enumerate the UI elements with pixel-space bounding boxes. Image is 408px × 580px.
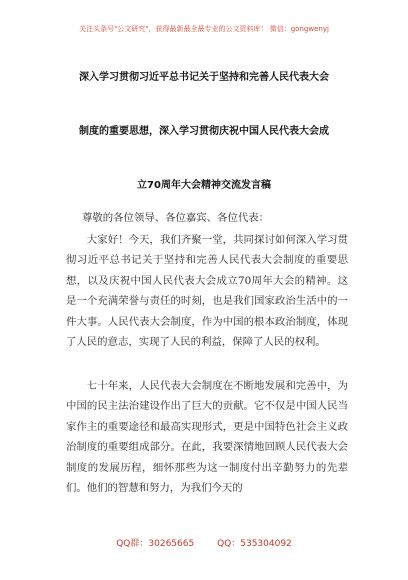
body-paragraph-1: [66, 230, 348, 352]
paragraph-text: 大家好！今天，我们齐聚一堂，共同探讨如何深入学习贯彻习近平总书记关于坚持和完善人民代表大会制度的重要思想，以及庆祝中国人民代表大会成立70周年大会的精神。这是一个充满荣誉与责任的时刻，也是我们国家政治生活中的一件大事。人民代表大会制度，作为中国的根本政治制度，体现了人民的意志，实现了人民的利益，保障了人民的权利。: [66, 234, 348, 349]
footer-contact: [0, 536, 408, 549]
body-paragraph-2: [66, 376, 348, 498]
header-promo-note: 关注头条号"公文研究"，获得最新最全最专业的公文资料库！ 微信：gongwenyj: [79, 25, 329, 33]
footer-qq: QQ：535304092: [217, 539, 292, 549]
document-title-line-2: 制度的重要思想，深入学习贯彻庆祝中国人民代表大会成: [79, 126, 329, 137]
paragraph-text: 七十年来，人民代表大会制度在不断地发展和完善中，为中国的民主法治建设作出了巨大的贡献。它不仅是中国人民当家作主的重要途径和最高实现形式，更是中国特色社会主义政治制度的重要组成部分。在此，我要深情地回顾人民代表大会制度的发展历程，细怀那些为这一制度付出辛勤努力的先辈们。他们的智慧和努力，为我们今天的: [66, 380, 348, 495]
footer-qq-group: QQ群：30265665: [116, 539, 195, 549]
salutation: 尊敬的各位领导、各位嘉宾、各位代表：: [82, 212, 270, 224]
document-title-line-3: 立70周年大会精神交流发言稿: [137, 180, 271, 191]
document-title-line-1: 深入学习贯彻习近平总书记关于坚持和完善人民代表大会: [79, 72, 329, 83]
